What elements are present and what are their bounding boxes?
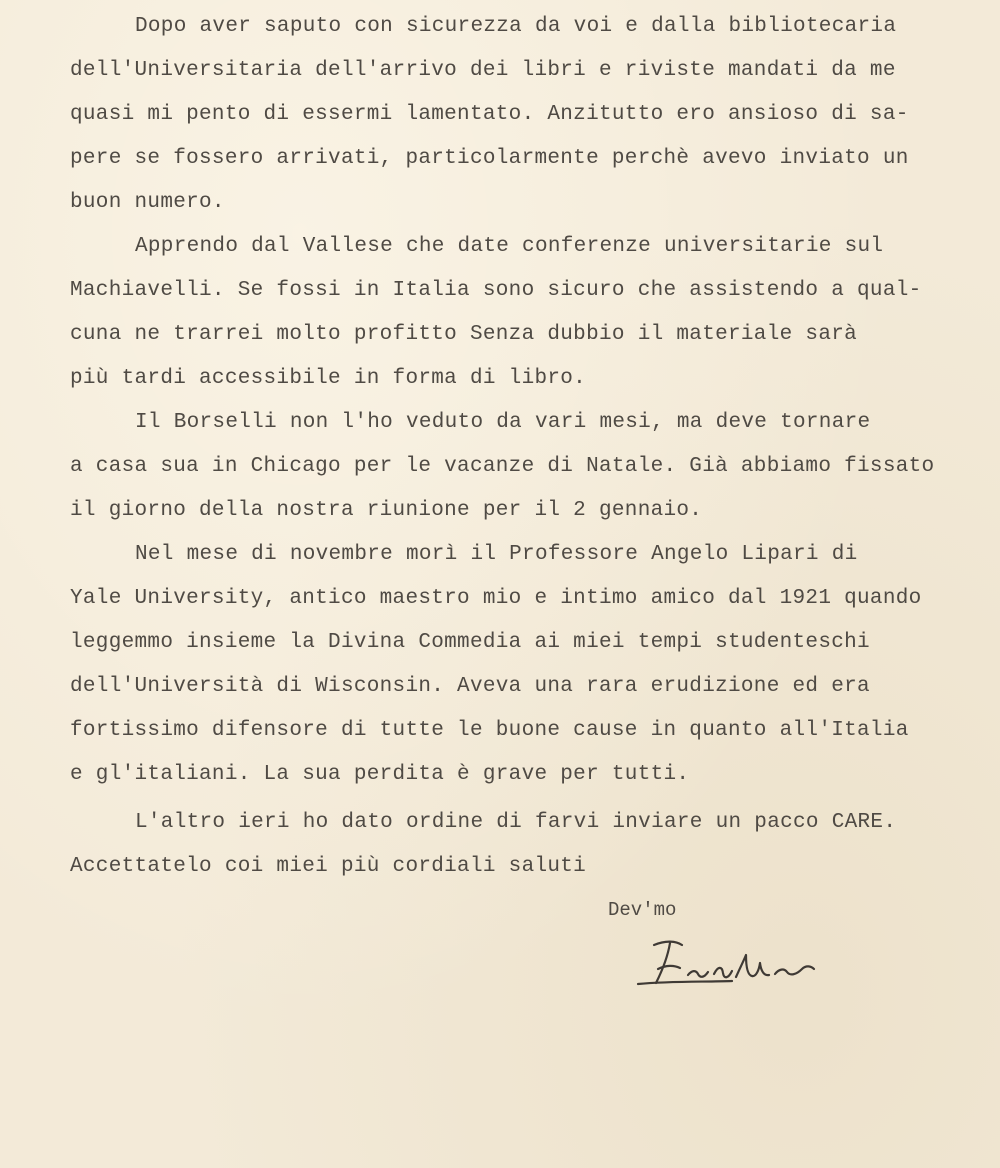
letter-line: a casa sua in Chicago per le vacanze di Natale. Già abbiamo fissato xyxy=(70,455,935,478)
closing-text: Dev'mo xyxy=(608,899,677,921)
letter-line: Yale University, antico maestro mio e intimo amico dal 1921 quando xyxy=(70,587,922,610)
letter-line: Nel mese di novembre morì il Professore Angelo Lipari di xyxy=(135,543,858,566)
signature xyxy=(630,935,830,995)
letter-line: Il Borselli non l'ho veduto da vari mesi, ma deve tornare xyxy=(135,411,871,434)
letter-line: fortissimo difensore di tutte le buone cause in quanto all'Italia xyxy=(70,719,909,742)
letter-line: Apprendo dal Vallese che date conferenze universitarie sul xyxy=(135,235,884,258)
letter-line: cuna ne trarrei molto profitto Senza dubbio il materiale sarà xyxy=(70,323,858,346)
letter-line: Accettatelo coi miei più cordiali saluti xyxy=(70,855,587,878)
letter-line: leggemmo insieme la Divina Commedia ai miei tempi studenteschi xyxy=(70,631,870,654)
letter-line: dell'Universitaria dell'arrivo dei libri e riviste mandati da me xyxy=(70,59,896,82)
letter-line: dell'Università di Wisconsin. Aveva una rara erudizione ed era xyxy=(70,675,870,698)
letter-line: buon numero. xyxy=(70,191,225,214)
letter-line: L'altro ieri ho dato ordine di farvi inviare un pacco CARE. xyxy=(135,811,897,834)
letter-line: Machiavelli. Se fossi in Italia sono sicuro che assistendo a qual- xyxy=(70,279,922,302)
letter-line: quasi mi pento di essermi lamentato. Anzitutto ero ansioso di sa- xyxy=(70,103,909,126)
letter-line: Dopo aver saputo con sicurezza da voi e dalla bibliotecaria xyxy=(135,15,897,38)
letter-line: e gl'italiani. La sua perdita è grave per tutti. xyxy=(70,763,690,786)
letter-line: pere se fossero arrivati, particolarmente perchè avevo inviato un xyxy=(70,147,909,170)
letter-line: il giorno della nostra riunione per il 2 gennaio. xyxy=(70,499,703,522)
letter-line: più tardi accessibile in forma di libro. xyxy=(70,367,587,390)
